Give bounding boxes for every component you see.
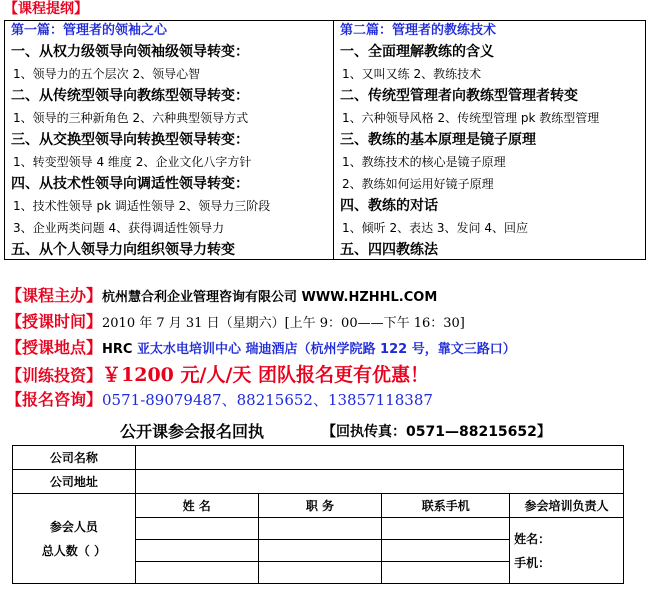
time-value: 2010 年 7 月 31 日（星期六）[上午 9：00——下午 16：30]	[102, 316, 465, 331]
attendee-position-field[interactable]	[258, 562, 382, 584]
company-address-label: 公司地址	[13, 470, 136, 494]
attendees-cell	[13, 494, 136, 584]
company-address-row	[13, 470, 624, 494]
outline-part-two	[334, 21, 645, 259]
info-place	[6, 336, 646, 360]
outline-section-heading: 一、全面理解教练的含义	[340, 44, 494, 60]
info-fee	[6, 361, 646, 389]
part-two-lines	[340, 41, 645, 259]
owner-name-label: 姓名：	[514, 531, 551, 546]
form-title: 公开课参会报名回执	[120, 422, 265, 441]
info-contact	[6, 388, 646, 412]
outline-section-heading: 五、四四教练法	[340, 242, 438, 258]
outline-subtopic: 1、领导的三种新角色 2、六种典型领导方式	[13, 111, 249, 125]
outline-section-heading: 三、从交换型领导向转换型领导转变：	[11, 132, 249, 148]
owner-phone-label: 手机：	[514, 555, 551, 570]
info-host	[6, 284, 646, 308]
host-value: 杭州慧合利企业管理咨询有限公司 WWW.HZHHL.COM	[102, 290, 438, 305]
part-one-lines	[11, 41, 333, 259]
attendee-header-row	[13, 494, 624, 518]
place-value-prefix: HRC	[102, 342, 137, 357]
form-fax: 【回执传真：0571—88215652】	[322, 424, 551, 440]
fee-label: 【训练投资】	[6, 366, 103, 385]
outline-subtopic: 1、转变型领导 4 维度 2、企业文化八字方针	[13, 155, 252, 169]
attendee-name-field[interactable]	[135, 518, 258, 540]
owner-cell	[510, 518, 624, 584]
outline-subtopic: 3、企业两类问题 4、获得调适性领导力	[13, 221, 225, 235]
attendee-position-field[interactable]	[258, 540, 382, 562]
outline-section-heading: 一、从权力级领导向领袖级领导转变：	[11, 44, 249, 60]
attendee-name-field[interactable]	[135, 540, 258, 562]
place-label: 【授课地点】	[6, 338, 103, 357]
fee-value: ￥1200 元/人/天 团队报名更有优惠！	[102, 364, 430, 386]
outline-section-heading: 五、从个人领导力向组织领导力转变	[11, 242, 235, 258]
outline-section-heading: 四、教练的对话	[340, 198, 438, 214]
company-name-row	[13, 446, 624, 470]
column-name-header: 姓 名	[135, 494, 258, 518]
time-label: 【授课时间】	[6, 312, 103, 331]
attendee-phone-field[interactable]	[382, 518, 510, 540]
outline-subtopic: 1、六种领导风格 2、传统型管理 pk 教练型管理	[342, 111, 600, 125]
outline-subtopic: 1、教练技术的核心是镜子原理	[342, 155, 506, 169]
outline-subtopic: 1、又叫又练 2、教练技术	[342, 67, 482, 81]
company-name-field[interactable]	[135, 446, 623, 470]
column-owner-header: 参会培训负责人	[510, 494, 624, 518]
total-count-label: 总人数（ ）	[41, 543, 106, 558]
attendee-name-field[interactable]	[135, 562, 258, 584]
registration-form	[12, 445, 624, 584]
info-time	[6, 310, 646, 334]
company-address-field[interactable]	[135, 470, 623, 494]
column-position-header: 职 务	[258, 494, 382, 518]
contact-value: 0571-89079487、88215652、13857118387	[102, 391, 433, 409]
part-one-title: 第一篇：管理者的领袖之心	[11, 23, 168, 38]
column-phone-header: 联系手机	[382, 494, 510, 518]
outline-part-one	[5, 21, 334, 259]
attendees-label: 参会人员	[49, 519, 98, 534]
outline-section-heading: 三、教练的基本原理是镜子原理	[340, 132, 536, 148]
contact-label: 【报名咨询】	[6, 390, 103, 409]
attendee-phone-field[interactable]	[382, 562, 510, 584]
outline-subtopic: 1、领导力的五个层次 2、领导心智	[13, 67, 201, 81]
company-name-label: 公司名称	[13, 446, 136, 470]
attendee-phone-field[interactable]	[382, 540, 510, 562]
outline-section-heading: 四、从技术性领导向调适性领导转变：	[11, 176, 249, 192]
attendee-position-field[interactable]	[258, 518, 382, 540]
place-value: 亚太水电培训中心 瑞迪酒店（杭州学院路 122 号，靠文三路口）	[136, 342, 516, 357]
course-outline-tag: 【课程提纲】	[4, 1, 88, 17]
outline-subtopic: 2、教练如何运用好镜子原理	[342, 177, 494, 191]
outline-subtopic: 1、技术性领导 pk 调适性领导 2、领导力三阶段	[13, 199, 271, 213]
host-label: 【课程主办】	[6, 286, 103, 305]
course-outline-box	[4, 20, 646, 260]
outline-section-heading: 二、传统型管理者向教练型管理者转变	[340, 88, 578, 104]
outline-subtopic: 1、倾听 2、表达 3、发问 4、回应	[342, 221, 528, 235]
outline-section-heading: 二、从传统型领导向教练型领导转变：	[11, 88, 249, 104]
part-two-title: 第二篇：管理者的教练技术	[340, 23, 497, 38]
